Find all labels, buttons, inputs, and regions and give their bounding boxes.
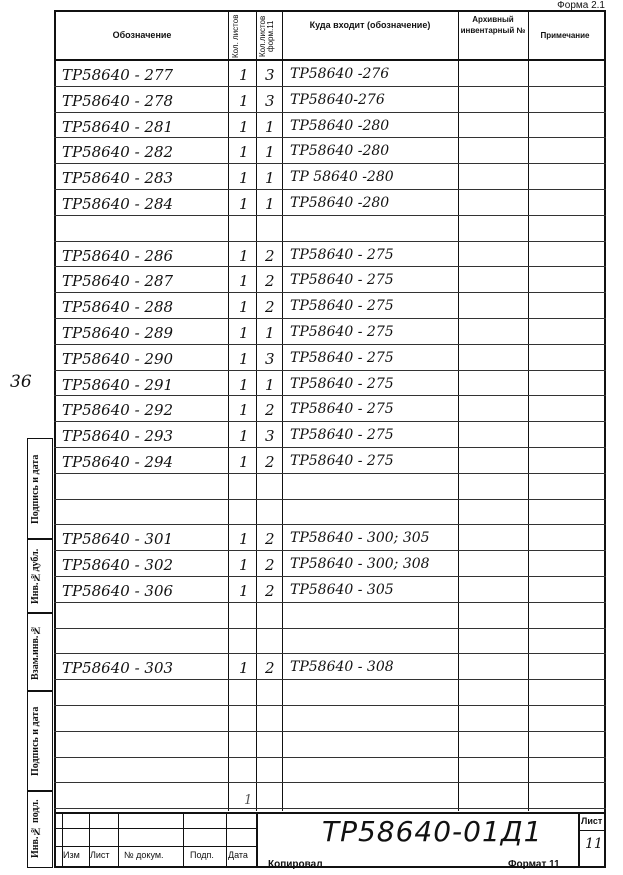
row-sheets: 1 [239,66,249,84]
row-rule [54,292,606,293]
column-divider [256,10,257,811]
left-label: Подпись и дата [30,706,41,776]
header-archive: Архивный инвентарный № [460,15,526,35]
stamp-top-border [54,812,606,814]
row-sheets: 1 [239,659,249,678]
row-where-included: ТР58640 - 305 [290,582,394,598]
row-where-included: ТР58640 - 275 [290,349,394,366]
stamp-col [578,812,580,868]
row-designation: ТР58640 - 306 [62,582,174,600]
row-rule [54,241,606,242]
row-rule [54,499,606,500]
row-designation: ТР58640 - 278 [62,91,174,110]
row-where-included: ТР58640 - 275 [290,375,394,392]
row-sheets: 1 [239,143,249,162]
row-rule [54,370,606,371]
row-where-included: ТР58640 -280 [290,143,390,160]
document-code: ТР58640-01Д1 [322,815,543,848]
row-designation: ТР58640 - 290 [62,349,174,368]
row-sheets: 1 [239,272,249,291]
left-field-signature-date-top [27,438,53,540]
row-sheets: 1 [239,349,249,368]
left-field-replace-inv [27,612,53,692]
stamp-sheet-label: Лист [581,816,603,826]
row-where-included: ТР58640 - 300; 305 [290,530,430,547]
count-mark: 1 [244,793,253,808]
row-rule [54,421,606,422]
row-rule [54,679,606,680]
row-rule [54,653,606,654]
row-rule [54,705,606,706]
row-rule [54,266,606,267]
row-where-included: ТР58640 - 275 [290,324,394,340]
stamp-col [256,812,258,868]
row-forms: 2 [265,530,275,549]
row-where-included: ТР58640 -280 [290,195,390,211]
row-rule [54,602,606,603]
column-divider [282,10,283,811]
stamp-col-date: Дата [228,850,248,860]
header-notes: Примечание [540,31,590,40]
row-sheets: 1 [239,375,249,394]
row-where-included: ТР58640 - 308 [290,659,394,676]
row-sheets: 1 [239,246,249,265]
row-where-included: ТР58640 -280 [290,117,390,134]
stamp-col-sign: Подп. [190,850,214,860]
header-sheets: Кол. листов [231,14,240,58]
row-rule [54,447,606,448]
row-forms: 3 [265,349,275,368]
left-field-signature-date-bottom [27,690,53,792]
row-rule [54,86,606,87]
row-designation: ТР58640 - 284 [62,195,174,213]
left-field-inv-orig [27,790,53,868]
left-label: Инв.№ подл. [30,799,41,859]
row-forms: 1 [265,195,275,213]
header-designation: Обозначение [112,30,172,40]
row-where-included: ТР58640 - 275 [290,427,394,444]
row-forms: 1 [265,169,275,188]
column-divider [458,10,459,811]
row-sheets: 1 [239,324,249,342]
row-where-included: ТР58640 - 300; 308 [290,556,430,573]
row-designation: ТР58640 - 294 [62,453,174,471]
row-designation: ТР58640 - 282 [62,143,174,162]
row-where-included: ТР58640 - 275 [290,453,394,469]
form-label: Форма 2.1 [557,0,605,11]
row-designation: ТР58640 - 287 [62,272,174,291]
row-rule [54,576,606,577]
row-where-included: ТР 58640 -280 [290,169,394,186]
stamp-sheet-number: 11 [585,836,603,852]
row-rule [54,782,606,783]
left-field-inv-dup [27,538,53,614]
header-format-count: Кол.листов форм.11 [258,15,275,57]
row-sheets: 1 [239,453,249,471]
row-sheets: 1 [239,195,249,213]
left-label: Инв.№дубл. [30,548,41,604]
row-forms: 2 [265,453,275,471]
row-forms: 1 [265,143,275,162]
row-forms: 3 [265,91,275,110]
stamp-col-doc: № докум. [124,850,164,860]
row-rule [54,628,606,629]
column-divider [528,10,529,811]
stamp-col-change: Изм [63,850,80,860]
row-sheets: 1 [239,427,249,446]
left-label: Взам.инв.№ [30,624,41,680]
row-rule [54,163,606,164]
row-forms: 2 [265,246,275,265]
footer-format: Формат 11 [508,859,560,870]
row-forms: 1 [265,324,275,342]
row-forms: 2 [265,272,275,291]
row-rule [54,757,606,758]
row-forms: 2 [265,298,275,317]
row-designation: ТР58640 - 281 [62,117,174,136]
row-sheets: 1 [239,91,249,110]
row-rule [54,215,606,216]
stamp-line [578,830,606,831]
row-rule [54,137,606,138]
stamp-col [183,812,184,868]
row-forms: 1 [265,117,275,136]
row-sheets: 1 [239,582,249,600]
row-sheets: 1 [239,117,249,136]
stamp-col-sheet: Лист [90,850,110,860]
row-rule [54,731,606,732]
row-designation: ТР58640 - 303 [62,659,174,678]
row-rule [54,550,606,551]
row-rule [54,344,606,345]
footer-copied: Копировал [268,859,323,870]
row-forms: 2 [265,582,275,600]
row-where-included: ТР58640 - 275 [290,298,394,315]
margin-note: 36 [10,372,32,392]
row-rule [54,473,606,474]
row-designation: ТР58640 - 286 [62,246,174,265]
row-designation: ТР58640 - 277 [62,66,174,84]
row-rule [54,808,606,809]
row-designation: ТР58640 - 301 [62,530,174,549]
row-designation: ТР58640 - 292 [62,401,174,420]
row-designation: ТР58640 - 289 [62,324,174,342]
row-sheets: 1 [239,401,249,420]
row-where-included: ТР58640 - 275 [290,272,394,289]
header-where-included: Куда входит (обозначение) [309,20,431,30]
row-rule [54,189,606,190]
stamp-col [226,812,227,868]
row-rule [54,524,606,525]
row-forms: 2 [265,556,275,575]
stamp-col [118,812,119,868]
row-designation: ТР58640 - 283 [62,169,174,188]
left-label: Подпись и дата [30,454,41,524]
row-where-included: ТР58640 -276 [290,66,390,82]
row-where-included: ТР58640-276 [290,91,385,108]
row-where-included: ТР58640 - 275 [290,401,394,418]
row-forms: 1 [265,375,275,394]
row-designation: ТР58640 - 288 [62,298,174,317]
row-sheets: 1 [239,298,249,317]
row-sheets: 1 [239,556,249,575]
row-sheets: 1 [239,169,249,188]
column-divider [228,10,229,811]
row-where-included: ТР58640 - 275 [290,246,394,263]
row-designation: ТР58640 - 302 [62,556,174,575]
row-rule [54,318,606,319]
row-sheets: 1 [239,530,249,549]
row-forms: 2 [265,401,275,420]
row-designation: ТР58640 - 291 [62,375,174,394]
header-divider [54,59,606,61]
row-forms: 3 [265,427,275,446]
row-rule [54,112,606,113]
row-rule [54,395,606,396]
row-forms: 3 [265,66,275,84]
row-designation: ТР58640 - 293 [62,427,174,446]
row-forms: 2 [265,659,275,678]
